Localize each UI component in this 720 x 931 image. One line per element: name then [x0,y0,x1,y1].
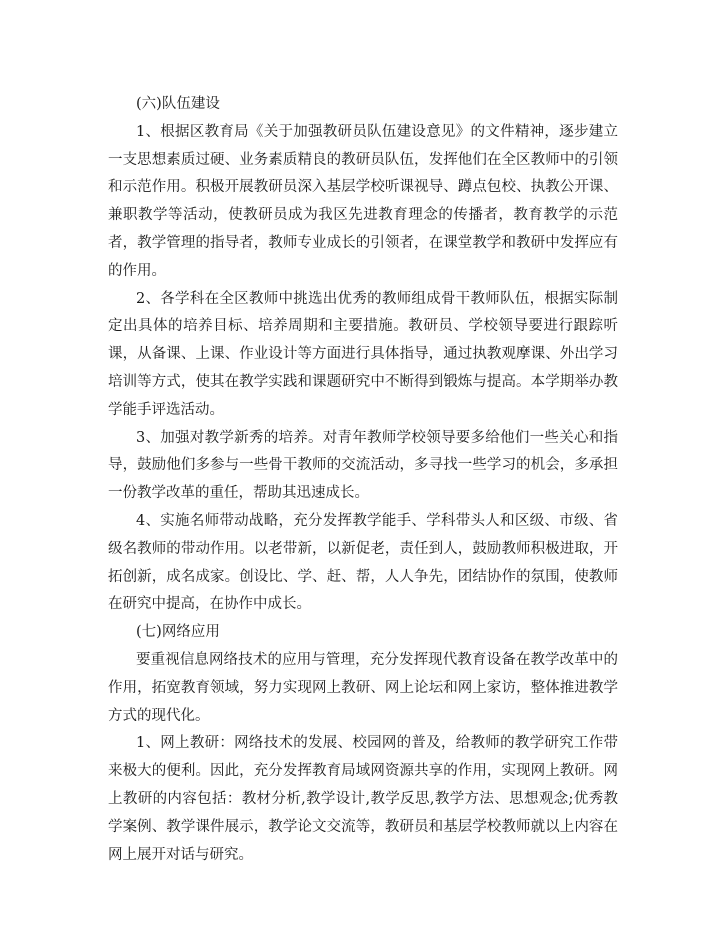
paragraph-team-3: 3、加强对教学新秀的培养。对青年教师学校领导要多给他们一些关心和指导，鼓励他们多参与一些骨干教师的交流活动，多寻找一些学习的机会，多承担一份教学改革的重任，帮助其迅速成长。 [108,429,618,502]
paragraph-team-1: 1、根据区教育局《关于加强教研员队伍建设意见》的文件精神，逐步建立一支思想素质过硬、业务素质精良的教研员队伍，发挥他们在全区教师中的引领和示范作用。积极开展教研员深入基层学校听课视导、蹲点包校、执教公开课、兼职教学等活动，使教研员成为我区先进教育理念的传播者，教育教学的示范者，教学管理的指导者，教师专业成长的引领者，在课堂教学和教研中发挥应有的作用。 [108,123,618,279]
section-heading-team-building: (六)队伍建设 [136,96,220,112]
paragraph-team-2: 2、各学科在全区教师中挑选出优秀的教师组成骨干教师队伍，根据实际制定出具体的培养目标、培养周期和主要措施。教研员、学校领导要进行跟踪听课，从备课、上课、作业设计等方面进行具体指导，通过执教观摩课、外出学习培训等方式，使其在教学实践和课题研究中不断得到锻炼与提高。本学期举办教学能手评选活动。 [108,290,618,418]
paragraph-network-intro: 要重视信息网络技术的应用与管理，充分发挥现代教育设备在教学改革中的作用，拓宽教育领域，努力实现网上教研、网上论坛和网上家访，整体推进教学方式的现代化。 [108,651,618,724]
paragraph-team-4: 4、实施名师带动战略，充分发挥教学能手、学科带头人和区级、市级、省级名教师的带动作用。以老带新，以新促老，责任到人，鼓励教师积极进取，开拓创新，成名成家。创设比、学、赶、帮，人人争先，团结协作的氛围，使教师在研究中提高，在协作中成长。 [108,512,618,613]
document-page [108,91,618,869]
paragraph-network-1: 1、网上教研：网络技术的发展、校园网的普及，给教师的教学研究工作带来极大的便利。因此，充分发挥教育局域网资源共享的作用，实现网上教研。网上教研的内容包括：教材分析,教学设计,教学反思,教学方法、思想观念;优秀教学案例、教学课件展示，教学论文交流等，教研员和基层学校教师就以上内容在网上展开对话与研究。 [108,735,618,863]
section-heading-network: (七)网络应用 [136,624,220,641]
